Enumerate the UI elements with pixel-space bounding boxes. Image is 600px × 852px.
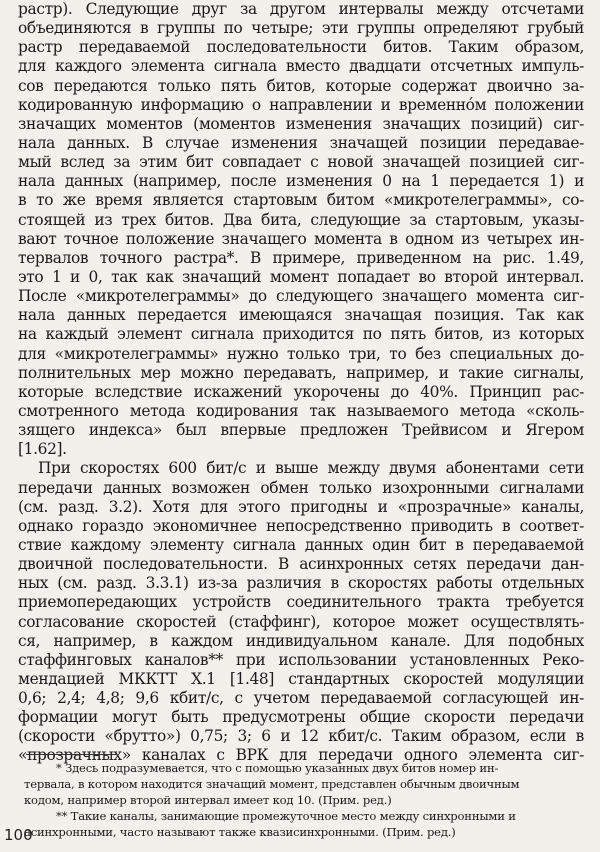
body-line: приемопередающих устройств соединительного тракта требуется xyxy=(18,593,584,612)
body-line: ся, например, в каждом индивидуальном канале. Для подобных xyxy=(18,631,584,650)
body-line: однако гораздо экономичнее непосредственно приводить в соответ- xyxy=(18,516,584,535)
body-line: стаффинговых каналов** при использовании установленных Реко- xyxy=(18,650,584,669)
body-line: нала данных (например, после изменения 0 на 1 передается 1) и xyxy=(18,172,584,191)
footnote-separator xyxy=(26,754,116,755)
body-line: После «микротелеграммы» до следующего значащего момента сиг- xyxy=(18,287,584,306)
body-line: смотренного метода кодирования так называемого метода «сколь- xyxy=(18,401,584,420)
body-line: мендацией МККТТ X.1 [1.48] стандартных скоростей модуляции xyxy=(18,669,584,688)
body-line: кодированную информацию о направлении и временно́м положении xyxy=(18,95,584,114)
footnote-line: * Здесь подразумевается, что с помощью указанных двух битов номер ин- xyxy=(56,761,499,775)
body-line: объединяются в группы по четыре; эти группы определяют грубый xyxy=(18,19,584,38)
body-line: которые вследствие искажений укорочены до 40%. Принцип рас- xyxy=(18,382,584,401)
body-line: вают точное положение значащего момента в одном из четырех ин- xyxy=(18,229,584,248)
body-line: это 1 и 0, так как значащий момент попадает во второй интервал. xyxy=(18,267,584,286)
body-line: тервалов точного растра*. В примере, приведенном на рис. 1.49, xyxy=(18,248,584,267)
footnote-line: асинхронными, часто называют также квазисинхронными. (Прим. ред.) xyxy=(24,825,456,839)
footnote-line: кодом, например второй интервал имеет код 10. (Прим. ред.) xyxy=(24,793,392,807)
body-line: нала данных передается имеющаяся значащая позиция. Так как xyxy=(18,306,584,325)
body-line: согласование скоростей (стаффинг), которое может осуществлять- xyxy=(18,612,584,631)
footnote-line: ** Такие каналы, занимающие промежуточное место между синхронными и xyxy=(56,809,516,823)
body-line: сов передаются только пять битов, которые содержат двоично за- xyxy=(18,76,584,95)
body-line: значащих моментов (моментов изменения значащих позиций) сиг- xyxy=(18,114,584,133)
footnote-line: тервала, в котором находится значащий момент, представлен обычным двоичным xyxy=(24,777,520,791)
body-line: 0,6; 2,4; 4,8; 9,6 кбит/с, с учетом передаваемой согласующей ин- xyxy=(18,689,584,708)
body-line: ствие каждому элементу сигнала данных один бит в передаваемой xyxy=(18,535,584,554)
body-line: в то же время является стартовым битом «микротелеграммы», со- xyxy=(18,191,584,210)
body-line: передачи данных возможен обмен только изохронными сигналами xyxy=(18,478,584,497)
body-line: на каждый элемент сигнала приходится по пять битов, из которых xyxy=(18,325,584,344)
body-line: мый вслед за этим бит совпадает с новой значащей позицией сиг- xyxy=(18,153,584,172)
footnotes xyxy=(24,760,584,840)
body-line: При скоростях 600 бит/с и выше между двумя абонентами сети xyxy=(38,459,584,478)
body-text xyxy=(18,0,584,766)
body-line: для каждого элемента сигнала вместо двадцати отсчетных импуль- xyxy=(18,57,584,76)
body-line: нала данных. В случае изменения значащей позиции передавае- xyxy=(18,133,584,152)
body-line: растр передаваемой последовательности битов. Таким образом, xyxy=(18,38,584,57)
body-line: зящего индекса» был впервые предложен Трейвисом и Ягером xyxy=(18,421,584,440)
body-line: [1.62]. xyxy=(18,440,67,459)
body-line: стоящей из трех битов. Два бита, следующие за стартовым, указы- xyxy=(18,210,584,229)
body-line: ных (см. разд. 3.3.1) из-за различия в скоростях работы отдельных xyxy=(18,574,584,593)
body-line: «прозрачных» каналах с ВРК для передачи одного элемента сиг- xyxy=(18,746,584,765)
body-line: (см. разд. 3.2). Хотя для этого пригодны и «прозрачные» каналы, xyxy=(18,497,584,516)
body-line: двоичной последовательности. В асинхронных сетях передачи дан- xyxy=(18,555,584,574)
body-line: для «микротелеграммы» нужно только три, то без специальных до- xyxy=(18,344,584,363)
body-line: (скорости «брутто») 0,75; 3; 6 и 12 кбит/с. Таким образом, если в xyxy=(18,727,584,746)
page-number: 100 xyxy=(4,826,33,844)
body-line: формации могут быть предусмотрены общие скорости передачи xyxy=(18,708,584,727)
body-line: растр). Следующие друг за другом интервалы между отсчетами xyxy=(18,0,584,18)
body-line: полнительных мер можно передавать, например, и такие сигналы, xyxy=(18,363,584,382)
